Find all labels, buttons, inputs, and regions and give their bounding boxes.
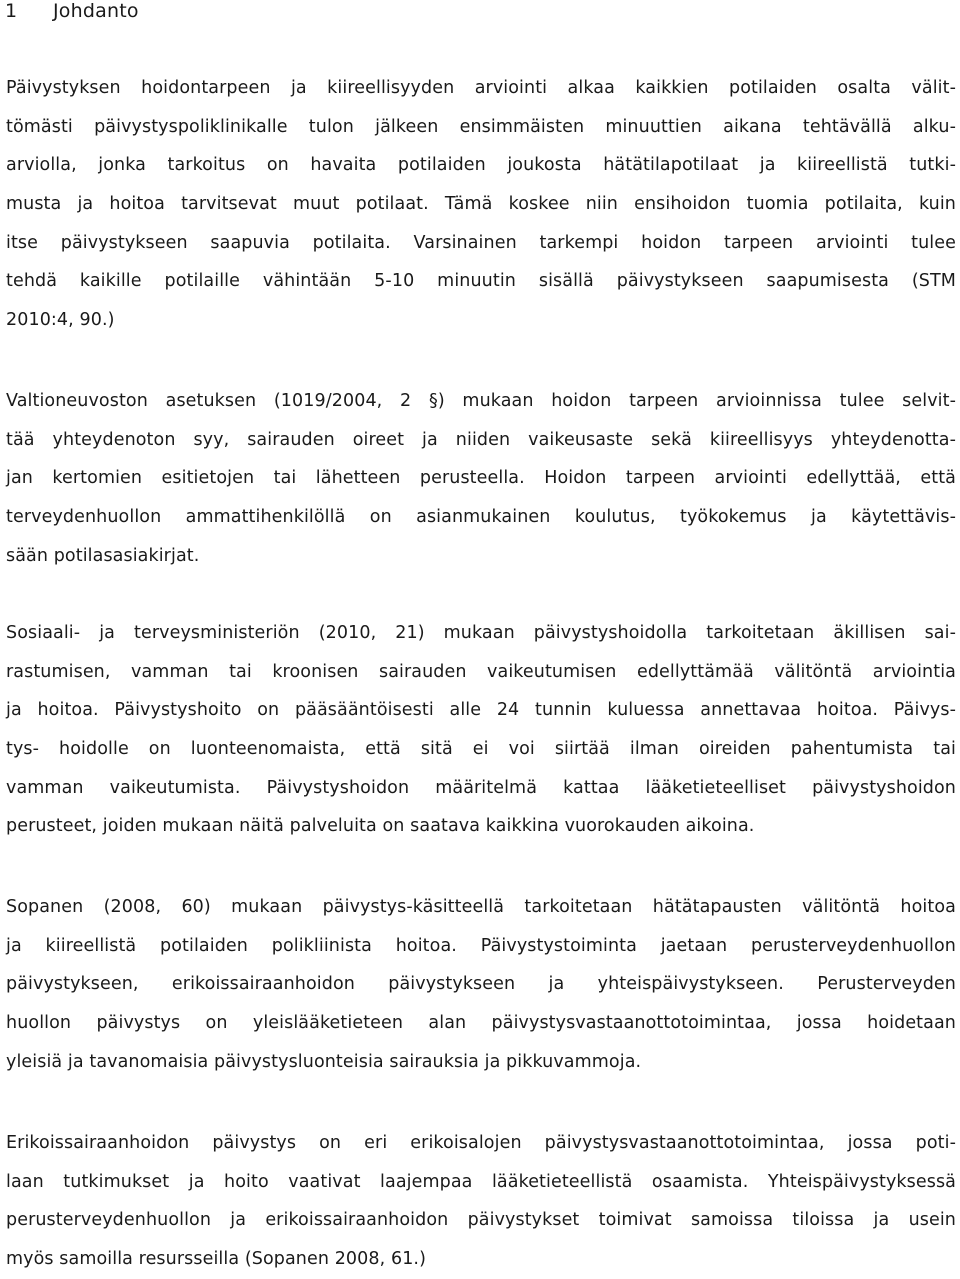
paragraph-line: yleisiä ja tavanomaisia päivystysluonteisia sairauksia ja pikkuvammoja.: [6, 1051, 642, 1072]
paragraph-line: Päivystyksen hoidontarpeen ja kiireellisyyden arviointi alkaa kaikkien potilaiden osalta välit-: [6, 78, 956, 98]
paragraph-line: tää yhteydenoton syy, sairauden oireet ja niiden vaikeusaste sekä kiireellisyys yhteydenotta-: [6, 429, 956, 450]
paragraph-line: ja hoitoa. Päivystyshoito on pääsääntöisesti alle 24 tunnin kuluessa annettavaa hoitoa. Päivys-: [6, 700, 956, 721]
paragraph-line: tys- hoidolle on luonteenomaista, että sitä ei voi siirtää ilman oireiden pahentumista tai: [6, 739, 956, 760]
paragraph-line: vamman vaikeutumista. Päivystyshoidon määritelmä kattaa lääketieteelliset päivystyshoidon: [6, 777, 956, 798]
paragraph-line: päivystykseen, erikoissairaanhoidon päivystykseen ja yhteispäivystykseen. Perusterveyden: [6, 974, 956, 995]
paragraph-line: musta ja hoitoa tarvitsevat muut potilaat. Tämä koskee niin ensihoidon tuomia potilaita, kuin: [6, 194, 956, 215]
paragraph-line: sään potilasasiakirjat.: [6, 545, 200, 566]
paragraph-line: laan tutkimukset ja hoito vaativat laajempaa lääketieteellistä osaamista. Yhteispäivystyksessä: [6, 1171, 956, 1192]
paragraph-line: Erikoissairaanhoidon päivystys on eri erikoisalojen päivystysvastaanottotoimintaa, jossa poti-: [6, 1133, 956, 1153]
paragraph-line: arviolla, jonka tarkoitus on havaita potilaiden joukosta hätätilapotilaat ja kiireellistä tutki-: [6, 155, 956, 176]
paragraph-line: ja kiireellistä potilaiden polikliinista hoitoa. Päivystystoiminta jaetaan perusterveydenhuollon: [6, 935, 956, 956]
chapter-number: 1: [5, 0, 18, 22]
paragraph-line: rastumisen, vamman tai kroonisen sairauden vaikeutumisen edellyttämää välitöntä arviointia: [6, 661, 956, 682]
paragraph-line: huollon päivystys on yleislääketieteen alan päivystysvastaanottotoimintaa, jossa hoidetaan: [6, 1013, 956, 1034]
paragraph-2: [6, 382, 956, 575]
paragraph-line: Sopanen (2008, 60) mukaan päivystys-käsitteellä tarkoitetaan hätätapausten välitöntä hoitoa: [6, 897, 956, 917]
paragraph-line: jan kertomien esitietojen tai lähetteen perusteella. Hoidon tarpeen arviointi edellyttää, että: [6, 468, 956, 489]
paragraph-5: [6, 1124, 956, 1279]
paragraph-line: tömästi päivystyspoliklinikalle tulon jälkeen ensimmäisten minuuttien aikana tehtävällä alku-: [6, 116, 956, 137]
paragraph-3: [6, 614, 956, 846]
chapter-heading: [5, 0, 139, 24]
paragraph-4: [6, 888, 956, 1081]
paragraph-line: Sosiaali- ja terveysministeriön (2010, 21) mukaan päivystyshoidolla tarkoitetaan äkillisen sai-: [6, 623, 956, 643]
paragraph-line: terveydenhuollon ammattihenkilöllä on asianmukainen koulutus, työkokemus ja käytettävis-: [6, 507, 956, 528]
paragraph-line: tehdä kaikille potilaille vähintään 5-10 minuutin sisällä päivystykseen saapumisesta (STM: [6, 271, 956, 292]
paragraph-line: perusteet, joiden mukaan näitä palveluita on saatava kaikkina vuorokauden aikoina.: [6, 816, 755, 837]
paragraph-line: itse päivystykseen saapuvia potilaita. Varsinainen tarkempi hoidon tarpeen arviointi tulee: [6, 232, 956, 253]
paragraph-line: 2010:4, 90.): [6, 310, 115, 331]
paragraph-line: myös samoilla resursseilla (Sopanen 2008, 61.): [6, 1249, 427, 1270]
paragraph-1: [6, 69, 956, 340]
chapter-title: Johdanto: [53, 0, 139, 22]
paragraph-line: Valtioneuvoston asetuksen (1019/2004, 2 §) mukaan hoidon tarpeen arvioinnissa tulee selvit-: [6, 391, 956, 411]
paragraph-line: perusterveydenhuollon ja erikoissairaanhoidon päivystykset toimivat samoissa tiloissa ja usein: [6, 1210, 956, 1231]
